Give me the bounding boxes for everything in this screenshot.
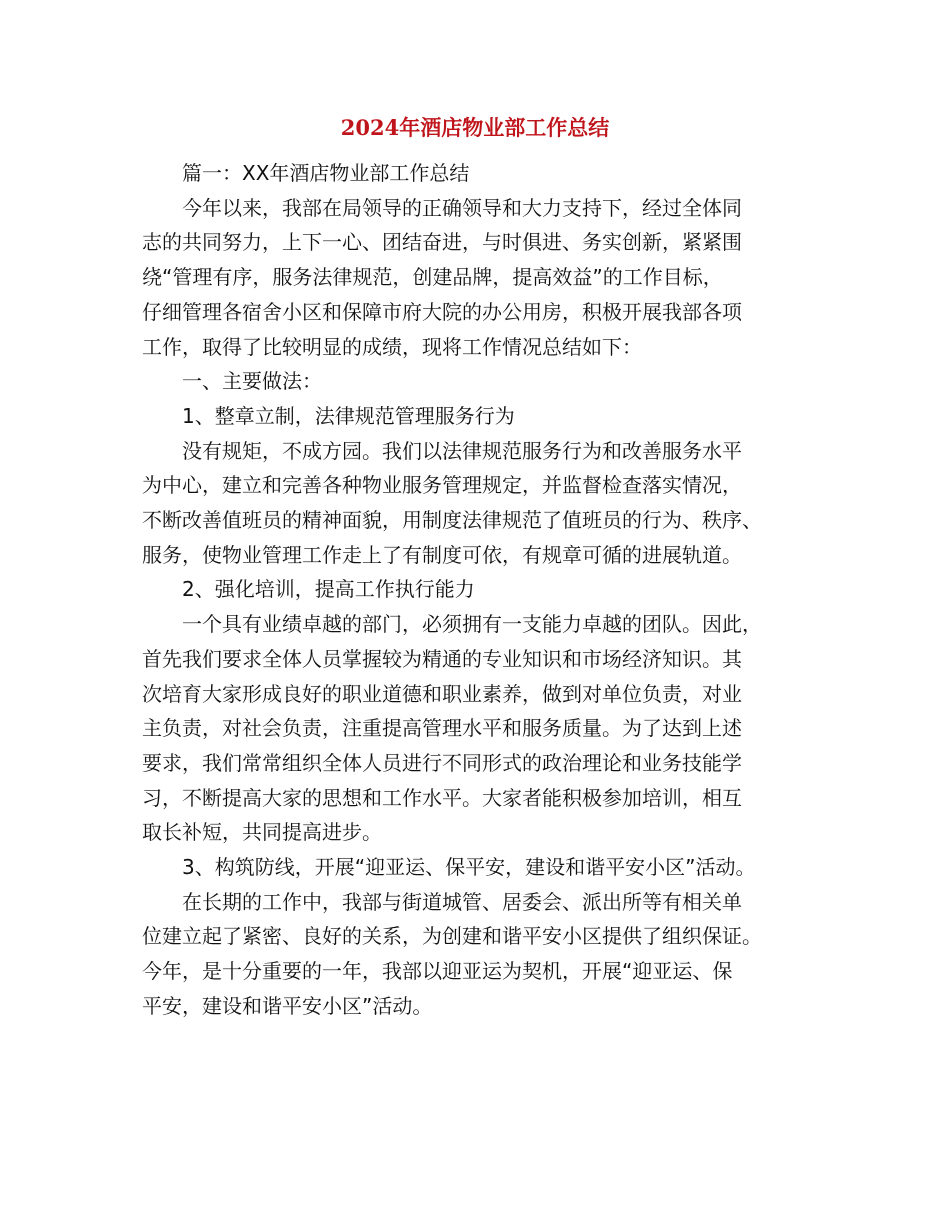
subsection-heading: 2、强化培训，提高工作执行能力 [182,577,475,602]
subsection-heading: 3、构筑防线，开展“迎亚运、保平安，建设和谐平安小区”活动。 [182,855,756,880]
text-line: 要求，我们常常组织全体人员进行不同形式的政治理论和业务技能学 [142,750,742,775]
text-line: 在长期的工作中，我部与街道城管、居委会、派出所等有相关单 [182,889,742,914]
text-line: 取长补短，共同提高进步。 [142,820,382,845]
section-heading: 一、主要做法： [182,369,322,394]
text-line: 不断改善值班员的精神面貌，用制度法律规范了值班员的行为、秩序、 [142,508,762,533]
text-line: 服务，使物业管理工作走上了有制度可依，有规章可循的进展轨道。 [142,542,742,567]
text-line: 平安，建设和谐平安小区”活动。 [142,993,433,1018]
text-line: 志的共同努力，上下一心、团结奋进，与时俱进、务实创新，紧紧围 [142,230,742,255]
text-line: 次培育大家形成良好的职业道德和职业素养，做到对单位负责，对业 [142,681,742,706]
document-body [142,156,822,1024]
text-line: 今年，是十分重要的一年，我部以迎亚运为契机，开展“迎亚运、保 [142,959,733,984]
text-line: 仔细管理各宿舍小区和保障市府大院的办公用房，积极开展我部各项 [142,299,742,324]
text-line: 没有规矩，不成方园。我们以法律规范服务行为和改善服务水平 [182,438,742,463]
text-line: 位建立起了紧密、良好的关系，为创建和谐平安小区提供了组织保证。 [142,924,762,949]
text-line: 一个具有业绩卓越的部门，必须拥有一支能力卓越的团队。因此， [182,612,762,637]
text-line: 绕“管理有序，服务法律规范，创建品牌，提高效益”的工作目标， [142,265,723,290]
text-line: 为中心，建立和完善各种物业服务管理规定，并监督检查落实情况， [142,473,742,498]
text-line: 今年以来，我部在局领导的正确领导和大力支持下，经过全体同 [182,195,742,220]
text-line: 篇一：XX年酒店物业部工作总结 [182,161,470,185]
text-line: 主负责，对社会负责，注重提高管理水平和服务质量。为了达到上述 [142,716,742,741]
text-line: 首先我们要求全体人员掌握较为精通的专业知识和市场经济知识。其 [142,646,742,671]
subsection-heading: 1、整章立制，法律规范管理服务行为 [182,403,515,428]
text-line: 工作，取得了比较明显的成绩，现将工作情况总结如下： [142,334,642,359]
text-line: 习，不断提高大家的思想和工作水平。大家者能积极参加培训，相互 [142,785,742,810]
document-title: 2024年酒店物业部工作总结 [340,115,610,140]
